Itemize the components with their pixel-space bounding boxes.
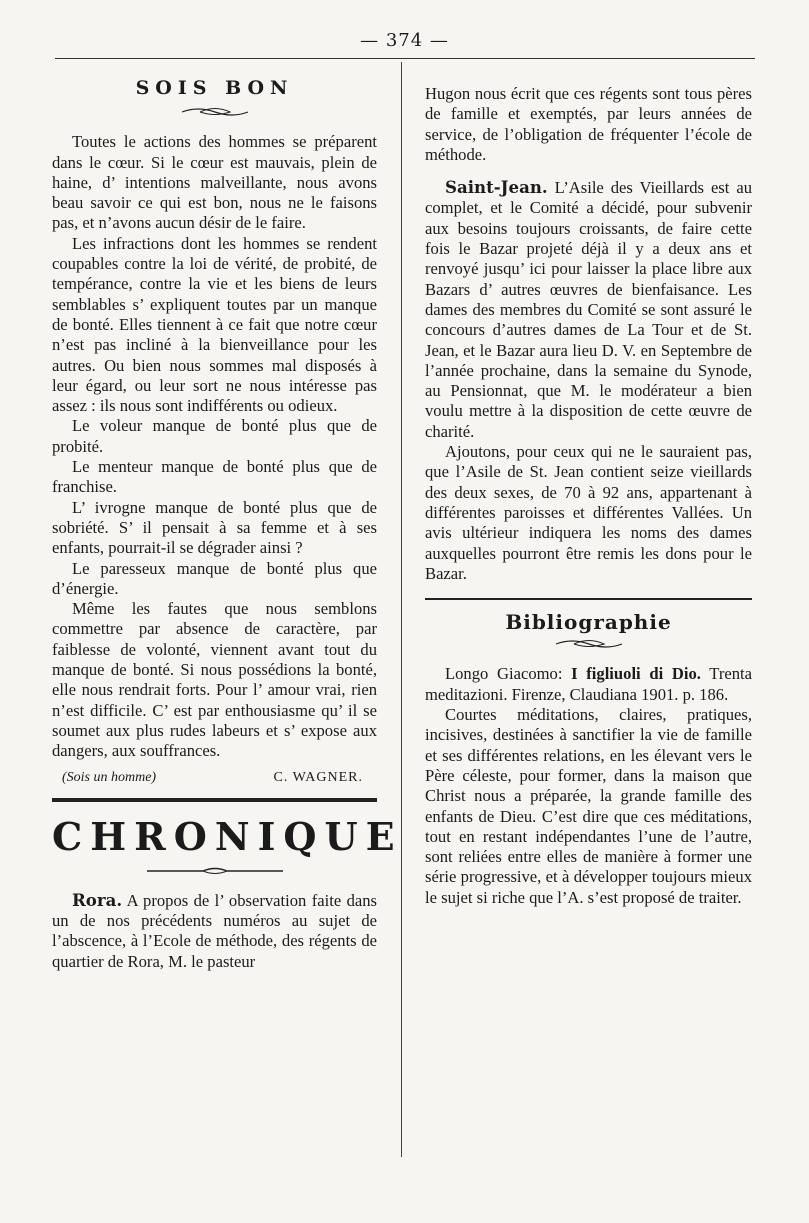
ornament-flourish: [425, 636, 752, 656]
chronique-title: CHRONIQUE: [52, 813, 403, 859]
left-column: [52, 77, 403, 972]
news-lead-rora: Rora.: [72, 889, 123, 910]
section-rule: [425, 598, 752, 600]
right-column: [425, 84, 752, 908]
section-title-sois-bon: SOIS BON: [135, 77, 294, 99]
paragraph: Même les fautes que nous semblons commettre par absence de caractère, par faiblesse de volonté, viennent avant tout du manque de bonté. Si nous possédions la bonté, elle nous rendrait forts. Pour l’ amour vrai, rien n’est difficile. C’ est par enthousiasme qu’ il se soumet aux plus rudes labeurs et s’ expose aux dangers, aux souffrances.: [52, 599, 377, 761]
header-rule: [55, 58, 755, 59]
page-number: — 374 —: [360, 30, 449, 51]
signature: [52, 768, 377, 788]
signature-author: C. WAGNER.: [273, 769, 363, 785]
bibliography-review: Courtes méditations, claires, pratiques, incisives, destinées à sanctifier la vie de famille et ses différentes relations, en les élevant vers le Père céleste, pour former, dans la maison que Christ nous a préparée, la grande famille des enfants de Dieu. C’est dire que ces méditations, tout en restant indépendantes l’une de l’autre, sont reliées entre elles de manière à former une série progressive, et à développer toujours mieux le sujet si riche que l’A. s’est proposé de traiter.: [425, 705, 752, 907]
paragraph: Les infractions dont les hommes se rendent coupables contre la loi de vérité, de probité, de tempérance, contre la vie et les biens de leurs semblables s’ expliquent toutes par un manque de bonté. Elles tiennent à ce fait que notre cœur n’est pas incliné à la bienveillance pour les autres. Ou bien nous sommes mal disposés à leur égard, ou leur sort ne nous intéresse pas assez : ils nous sont indifférents ou odieux.: [52, 233, 377, 416]
paragraph: Toutes le actions des hommes se préparent dans le cœur. Si le cœur est mauvais, plein de haine, d’ intentions malveillante, nous avons beau savoir ce qui est bon, nous ne le faisons pas, et n’avons aucun désir de le faire.: [52, 132, 377, 233]
paragraph: Le voleur manque de bonté plus que de probité.: [52, 416, 377, 456]
news-saint-jean: Saint-Jean. L’Asile des Vieillards est au complet, et le Comité a décidé, pour subvenir aux besoins toujours croissants, de faire cette fois le Bazar projeté déjà il y a deux ans et renvoyé jusqu’ ici pour laisser la place libre aux Bazars d’ autres œuvres de bienfaisance. Les dames des membres du Comité se sont assuré le concours d’autres dames de La Tour et de St. Jean, et le Bazar aura lieu D. V. en Septembre de l’année prochaine, dans la semaine du Synode, au Pensionnat, que M. le modérateur a bien voulu mettre à la disposition de cette œuvre de charité.: [425, 177, 752, 441]
news-rora: Rora. A propos de l’ observation faite dans un de nos précédents numéros au sujet de l’abscence, à l’Ecole de méthode, des régents de quartier de Rora, M. le pasteur: [52, 889, 377, 971]
bibliography-entry: Longo Giacomo: I figliuoli di Dio. Trenta meditazioni. Firenze, Claudiana 1901. p. 186.: [425, 664, 752, 704]
column-divider: [401, 62, 402, 1157]
paragraph: Le paresseux manque de bonté plus que d’énergie.: [52, 558, 377, 598]
news-rora-continued: Hugon nous écrit que ces régents sont tous pères de famille et exemptés, par leurs années de service, de l’obligation de fréquenter l’école de méthode.: [425, 84, 752, 164]
section-rule: [52, 798, 377, 802]
paragraph: Le menteur manque de bonté plus que de franchise.: [52, 457, 377, 497]
ornament-flourish: [52, 104, 377, 124]
paragraph: Ajoutons, pour ceux qui ne le sauraient pas, que l’Asile de St. Jean contient seize vieillards des deux sexes, de 70 à 92 ans, appartenant à différentes paroisses et différentes Vallées. Un avis ultérieur indiquera les noms des dames auxquelles pourront être remis les dons pour le Bazar.: [425, 442, 752, 583]
paragraph: L’ ivrogne manque de bonté plus que de sobriété. S’ il pensait à sa femme et à ses enfants, pourrait-il se dégrader ainsi ?: [52, 497, 377, 558]
ornament-flourish: [52, 862, 377, 882]
signature-source: (Sois un homme): [62, 769, 157, 785]
news-lead-saint-jean: Saint-Jean.: [445, 177, 548, 198]
bibliographie-title: Bibliographie: [505, 610, 672, 635]
book-title: I figliuoli di Dio.: [571, 664, 701, 684]
